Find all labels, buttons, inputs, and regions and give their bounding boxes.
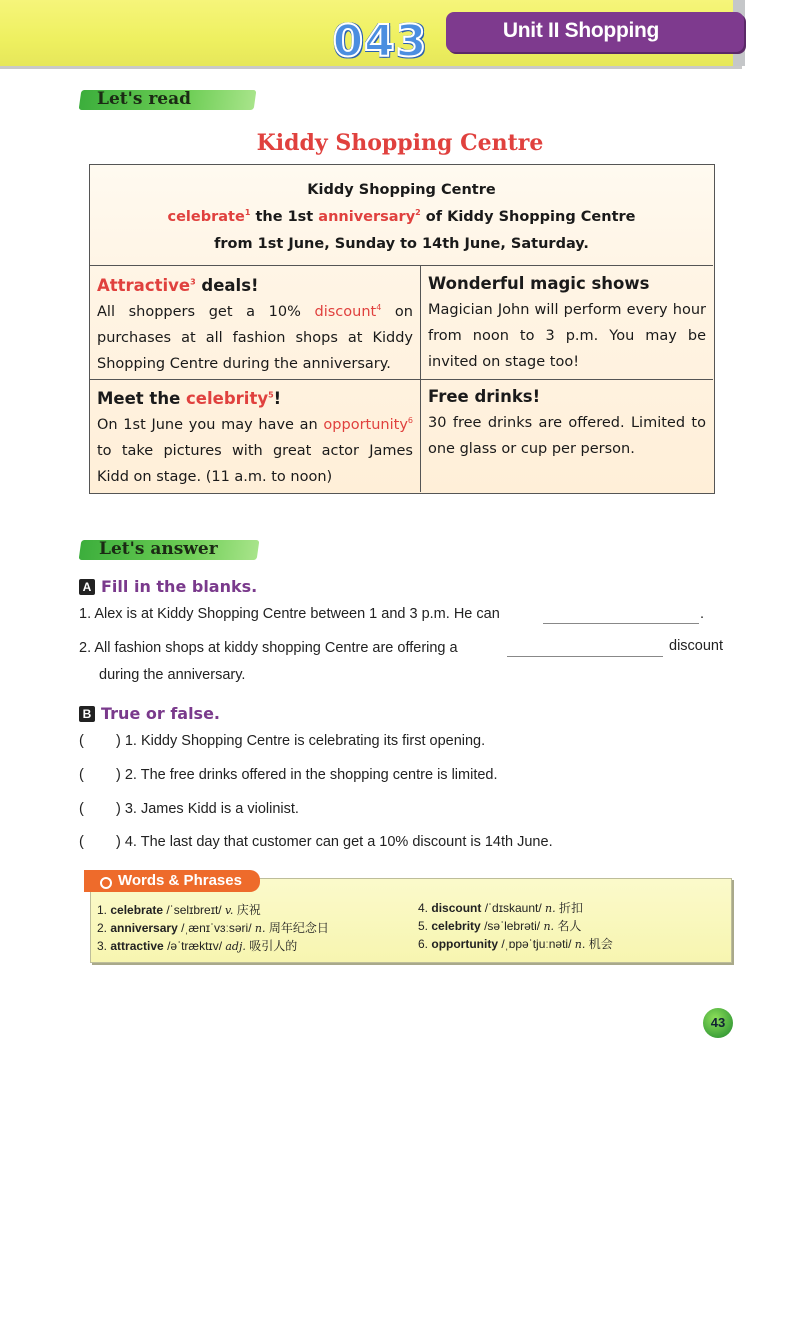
opportunity-word: opportunity <box>323 417 408 433</box>
entry-chinese: 周年纪念日 <box>268 921 329 935</box>
entry-phonetic: /səˈlebrəti/ <box>484 919 541 933</box>
tf-open-paren-2[interactable]: ( <box>79 767 84 783</box>
entry-pos: n. <box>543 920 555 933</box>
part-a-title: Fill in the blanks. <box>101 577 258 596</box>
anniversary-word: anniversary <box>318 209 416 225</box>
poster-divider-middle <box>90 379 713 380</box>
tf-open-paren-4[interactable]: ( <box>79 834 84 850</box>
entry-word: celebrate <box>110 903 164 917</box>
footnote-6: 6 <box>407 416 413 426</box>
celebrity-heading-part: ! <box>273 389 282 408</box>
drinks-heading: Free drinks! <box>428 387 541 406</box>
celebrity-word: celebrity <box>186 389 269 408</box>
poster-title: Kiddy Shopping Centre <box>256 130 544 156</box>
bullet-icon <box>100 877 112 889</box>
tf-item-2: ) 2. The free drinks offered in the shopping centre is limited. <box>116 767 498 783</box>
question-a2-line2: during the anniversary. <box>99 667 246 683</box>
deals-heading-rest: deals! <box>195 276 259 295</box>
header-text-part: of Kiddy Shopping Centre <box>420 209 636 225</box>
deals-text-part: on purchases at all fashion shops at Kiddy Shopping Centre during the anniversary. <box>97 304 413 372</box>
celebrity-cell <box>97 386 413 490</box>
entry-pos: n. <box>545 902 556 915</box>
question-a2: 2. All fashion shops at kiddy shopping Centre are offering a <box>79 640 458 656</box>
entry-chinese: 名人 <box>557 919 582 933</box>
footnote-2: 2 <box>415 208 421 218</box>
tf-item-1: ) 1. Kiddy Shopping Centre is celebrating its first opening. <box>116 733 486 749</box>
word-entry <box>97 919 329 936</box>
entry-number: 4. <box>418 901 429 915</box>
entry-word: attractive <box>110 939 164 953</box>
poster-divider-top <box>90 265 713 266</box>
magic-text: Magician John will perform every hour from noon to 3 p.m. You may be invited on stage too! <box>428 302 706 370</box>
magic-heading: Wonderful magic shows <box>428 274 650 293</box>
celebrity-text-part: to take pictures with great actor James Kidd on stage. (11 a.m. to noon) <box>97 443 413 485</box>
attractive-word: Attractive <box>97 276 191 295</box>
drinks-cell <box>428 384 706 462</box>
entry-phonetic: /ˈdɪskaunt/ <box>484 901 542 915</box>
poster-divider-vertical <box>420 265 421 492</box>
magic-cell <box>428 271 706 375</box>
answer-blank-2[interactable] <box>507 655 663 657</box>
question-a1: 1. Alex is at Kiddy Shopping Centre between 1 and 3 p.m. He can <box>79 606 500 622</box>
deals-cell <box>97 273 413 377</box>
footnote-3: 3 <box>190 277 196 287</box>
entry-number: 6. <box>418 937 429 951</box>
deals-text <box>97 299 413 377</box>
tf-item-4: ) 4. The last day that customer can get a 10% discount is 14th June. <box>116 834 553 850</box>
entry-phonetic: /ˌænɪˈvɜːsəri/ <box>181 921 252 935</box>
celebrity-heading-part: Meet the <box>97 389 187 408</box>
part-b-letter: B <box>79 706 95 722</box>
entry-chinese: 吸引人的 <box>249 939 298 953</box>
page-number: 43 <box>703 1008 733 1038</box>
word-entry <box>418 935 613 952</box>
entry-number: 3. <box>97 939 108 953</box>
word-entry <box>97 937 297 954</box>
entry-number: 1. <box>97 903 108 917</box>
part-b-title: True or false. <box>101 704 221 723</box>
question-a1-end: . <box>700 606 705 622</box>
celebrity-heading <box>97 386 413 412</box>
word-entry <box>97 901 261 918</box>
footnote-4: 4 <box>376 303 382 313</box>
celebrity-text <box>97 412 413 490</box>
entry-number: 2. <box>97 921 108 935</box>
entry-phonetic: /ˈselɪbreɪt/ <box>166 903 222 917</box>
word-entry <box>418 917 581 934</box>
entry-word: celebrity <box>431 919 481 933</box>
tf-open-paren-1[interactable]: ( <box>79 733 84 749</box>
entry-number: 5. <box>418 919 429 933</box>
celebrate-word: celebrate <box>167 209 245 225</box>
deals-heading <box>97 273 413 299</box>
tf-item-3: ) 3. James Kidd is a violinist. <box>116 801 299 817</box>
entry-chinese: 折扣 <box>558 901 583 915</box>
entry-pos: adj. <box>225 940 246 953</box>
entry-pos: n. <box>254 922 266 935</box>
poster-header-line1: Kiddy Shopping Centre <box>307 182 496 198</box>
entry-chinese: 庆祝 <box>236 903 261 917</box>
entry-pos: n. <box>574 938 586 951</box>
footnote-5: 5 <box>268 390 274 400</box>
words-phrases-title: Words & Phrases <box>118 872 242 889</box>
lesson-number: 043 <box>332 16 428 67</box>
entry-word: anniversary <box>110 921 178 935</box>
footnote-1: 1 <box>244 208 251 218</box>
entry-phonetic: /əˈtræktɪv/ <box>167 939 223 953</box>
discount-word: discount <box>314 304 377 320</box>
poster-header-line2 <box>90 204 713 230</box>
question-a2-end: discount <box>669 638 724 654</box>
deals-text-part: All shoppers get a 10% <box>97 304 315 320</box>
celebrity-text-part: On 1st June you may have an <box>97 417 324 433</box>
read-badge-label: Let's read <box>97 89 191 109</box>
entry-word: discount <box>431 901 482 915</box>
entry-phonetic: /ˌɒpəˈtjuːnəti/ <box>501 937 572 951</box>
word-entry <box>418 899 583 916</box>
part-a-letter: A <box>79 579 95 595</box>
tf-open-paren-3[interactable]: ( <box>79 801 84 817</box>
entry-chinese: 机会 <box>588 937 613 951</box>
poster-header-line3: from 1st June, Sunday to 14th June, Saturday. <box>214 236 589 252</box>
header-text-part: the 1st <box>250 209 319 225</box>
entry-pos: v. <box>224 904 234 917</box>
entry-word: opportunity <box>431 937 499 951</box>
answer-badge-label: Let's answer <box>99 539 218 559</box>
answer-blank-1[interactable] <box>543 622 699 624</box>
drinks-text: 30 free drinks are offered. Limited to one glass or cup per person. <box>428 415 706 457</box>
unit-title: Unit II Shopping <box>502 19 660 42</box>
